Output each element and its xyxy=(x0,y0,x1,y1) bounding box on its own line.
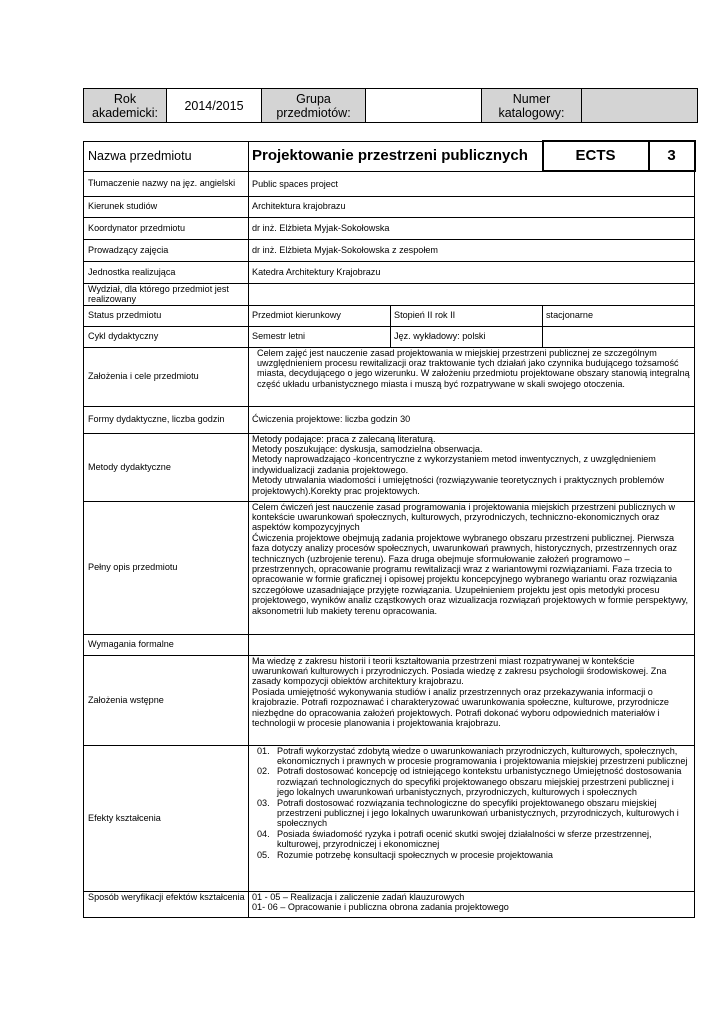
outcome-number: 04. xyxy=(257,828,270,839)
requirements-label: Wymagania formalne xyxy=(84,634,249,655)
verification-line: 01- 06 – Opracowanie i publiczna obrona zadania projektowego xyxy=(252,901,509,912)
description-paragraph: Celem ćwiczeń jest nauczenie zasad programowania i projektowania miejskich przestrzeni publicznych w kontekście uwarunkowań społecznych, kulturowych, przyrodniczych, techniczno-ekonomicznych oraz aspektów kompozycyjnych xyxy=(252,501,676,533)
coordinator-value: dr inż. Elżbieta Myjak-Sokołowska xyxy=(249,217,695,239)
catalog-number-value xyxy=(582,89,698,123)
row-unit xyxy=(84,261,695,283)
subject-group-label: Grupa przedmiotów: xyxy=(262,89,366,123)
outcome-text: Potrafi dostosować koncepcję od istniejącego kontekstu urbanistycznego Umiejętność dostosowania rozwiązań technologicznych do specyfiki projektowanego obszaru miejskiej przestrzeni publicznej i jego lokalnych uwarunkowań urbanistycznych, przyrodniczych, kulturowych i społecznych xyxy=(277,766,682,798)
description-value xyxy=(249,501,695,634)
verification-line: 01 - 05 – Realizacja i zaliczenie zadań klauzurowych xyxy=(252,891,465,902)
verification-label: Sposób weryfikacji efektów kształcenia xyxy=(84,891,249,917)
prerequisites-value xyxy=(249,655,695,745)
row-coordinator xyxy=(84,217,695,239)
faculty-label: Wydział, dla którego przedmiot jest realizowany xyxy=(84,283,249,305)
methods-line: Metody poszukujące: dyskusja, samodzielna obserwacja. xyxy=(252,443,483,454)
row-verification xyxy=(84,891,695,917)
outcomes-label: Efekty kształcenia xyxy=(84,745,249,891)
methods-label: Metody dydaktyczne xyxy=(84,433,249,501)
prerequisites-paragraph: Posiada umiejętność wykonywania studiów i analiz przestrzennych oraz przekazywania informacji o krajobrazie. Potrafi rozpoznawać i charakteryzować uwarunkowania społeczne, kulturowe, przyrodnicze niezbędne do opracowania założeń projektowych. Potrafi dokonać wyboru odpowiednich materiałów i technologii w procesie planowania i projektowania krajobrazu. xyxy=(252,686,669,728)
outcome-text: Potrafi dostosować rozwiązania technologiczne do specyfiki projektowanego obszaru miejskiej przestrzeni publicznej i jego lokalnych uwarunkowań urbanistycznych, przyrodniczych, kulturowych i społecznych xyxy=(277,797,679,829)
translation-label: Tłumaczenie nazwy na jęz. angielski xyxy=(84,171,249,196)
row-translation xyxy=(84,171,695,196)
verification-value xyxy=(249,891,695,917)
cycle-label: Cykl dydaktyczny xyxy=(84,326,249,347)
methods-line: Metody podające: praca z zalecaną literaturą. xyxy=(252,433,436,444)
prerequisites-paragraph: Ma wiedzę z zakresu historii i teorii kształtowania przestrzeni miast rozpatrywanej w kontekście uwarunkowań kulturowych i przyrodniczych. Posiada wiedzę z zakresu psychologii środowiskowej. Zna zasady kompozycji obiektów architektury krajobrazu. xyxy=(252,655,667,687)
outcome-item xyxy=(257,746,692,767)
goals-label: Założenia i cele przedmiotu xyxy=(84,347,249,406)
status-value: Przedmiot kierunkowy xyxy=(249,305,391,326)
cycle-value: Semestr letni xyxy=(249,326,391,347)
field-of-study-label: Kierunek studiów xyxy=(84,196,249,217)
course-table xyxy=(83,140,696,918)
outcome-text: Rozumie potrzebę konsultacji społecznych w procesie projektowania xyxy=(277,849,553,860)
outcome-item xyxy=(257,766,692,797)
prerequisites-label: Założenia wstępne xyxy=(84,655,249,745)
unit-label: Jednostka realizująca xyxy=(84,261,249,283)
field-of-study-value: Architektura krajobrazu xyxy=(249,196,695,217)
row-status xyxy=(84,305,695,326)
ects-value: 3 xyxy=(649,141,695,171)
row-cycle xyxy=(84,326,695,347)
header-table xyxy=(83,88,698,123)
row-faculty xyxy=(84,283,695,305)
outcome-item xyxy=(257,829,692,850)
degree-level-value: Stopień II rok II xyxy=(391,305,543,326)
outcome-number: 05. xyxy=(257,849,270,860)
forms-value: Ćwiczenia projektowe: liczba godzin 30 xyxy=(249,406,695,433)
outcome-number: 03. xyxy=(257,797,270,808)
academic-year-value: 2014/2015 xyxy=(167,89,262,123)
row-outcomes xyxy=(84,745,695,891)
row-course-name xyxy=(84,141,695,171)
translation-value: Public spaces project xyxy=(249,171,695,196)
outcome-item xyxy=(257,850,692,860)
row-prerequisites xyxy=(84,655,695,745)
row-requirements xyxy=(84,634,695,655)
outcome-item xyxy=(257,798,692,829)
row-instructor xyxy=(84,239,695,261)
row-forms xyxy=(84,406,695,433)
course-name-label: Nazwa przedmiotu xyxy=(84,141,249,171)
row-methods xyxy=(84,433,695,501)
outcome-number: 01. xyxy=(257,745,270,756)
outcome-number: 02. xyxy=(257,766,270,777)
language-value: Jęz. wykładowy: polski xyxy=(391,326,543,347)
catalog-number-label: Numer katalogowy: xyxy=(482,89,582,123)
faculty-value xyxy=(249,283,695,305)
academic-year-label: Rok akademicki: xyxy=(84,89,167,123)
row-description xyxy=(84,501,695,634)
methods-value xyxy=(249,433,695,501)
requirements-value xyxy=(249,634,695,655)
ects-label: ECTS xyxy=(543,141,649,171)
study-mode-value: stacjonarne xyxy=(543,305,695,326)
cycle-empty-cell xyxy=(543,326,695,347)
methods-line: Metody naprowadzająco -koncentryczne z wykorzystaniem metod inwentycznych, z uwzględnieniem indywidualizacji zadania projektowego. xyxy=(252,454,656,475)
row-field-of-study xyxy=(84,196,695,217)
unit-value: Katedra Architektury Krajobrazu xyxy=(249,261,695,283)
forms-label: Formy dydaktyczne, liczba godzin xyxy=(84,406,249,433)
instructor-value: dr inż. Elżbieta Myjak-Sokołowska z zespołem xyxy=(249,239,695,261)
description-label: Pełny opis przedmiotu xyxy=(84,501,249,634)
row-goals xyxy=(84,347,695,406)
instructor-label: Prowadzący zajęcia xyxy=(84,239,249,261)
status-label: Status przedmiotu xyxy=(84,305,249,326)
outcomes-value xyxy=(249,745,695,891)
course-name-value: Projektowanie przestrzeni publicznych xyxy=(249,141,543,171)
outcome-text: Posiada świadomość ryzyka i potrafi ocenić skutki swojej działalności w sferze przestrzennej, kulturowej, przyrodniczej i ekonomicznej xyxy=(277,828,652,850)
subject-group-value xyxy=(366,89,482,123)
coordinator-label: Koordynator przedmiotu xyxy=(84,217,249,239)
description-paragraph: Ćwiczenia projektowe obejmują zadania projektowe wybranego obszaru przestrzeni publicznej. Pierwsza faza dotyczy analizy procesów społecznych, uwarunkowań prawnych, historycznych, przestrzennych oraz technicznych (uzbrojenie terenu). Faza druga obejmuje sformułowanie założeń programowo – przestrzennych, opracowanie programu rewitalizacji wraz z wariantowymi rozwiązaniami. Faza trzecia to opracowanie w formie graficznej i opisowej projektu koncepcyjnego wybranego wariantu oraz rozwiązania szczegółowe uzasadniające przyjęte rozwiązania. Uzupełnieniem projektu jest opis metodyki procesu projektowego, wyników analiz cząstkowych oraz wizualizacja rozwiązań projektowych w formie perspektywy, aksonometrii lub makiety terenu opracowania. xyxy=(252,532,688,616)
goals-value: Celem zajęć jest nauczenie zasad projektowania w miejskiej przestrzeni publicznej ze szczególnym uwzględnieniem procesu rewitalizacji oraz traktowanie tych działań jako czynnika budującego tożsamość miasta, decydującego o jego wizerunku. W założeniu przedmiotu projektowane obszary stanowią integralną część układu urbanistycznego miasta i muszą być rozpatrywane w skali swojego otoczenia. xyxy=(249,347,695,406)
outcome-text: Potrafi wykorzystać zdobytą wiedze o uwarunkowaniach przyrodniczych, kulturowych, społecznych, ekonomicznych i prawnych w procesie programowania i projektowania miejskiej przestrzeni publicznej xyxy=(277,745,688,766)
methods-line: Metody utrwalania wiadomości i umiejętności (rozwiązywanie teoretycznych i praktycznych problemów projektowych).Korekty prac projektowych. xyxy=(252,475,664,496)
